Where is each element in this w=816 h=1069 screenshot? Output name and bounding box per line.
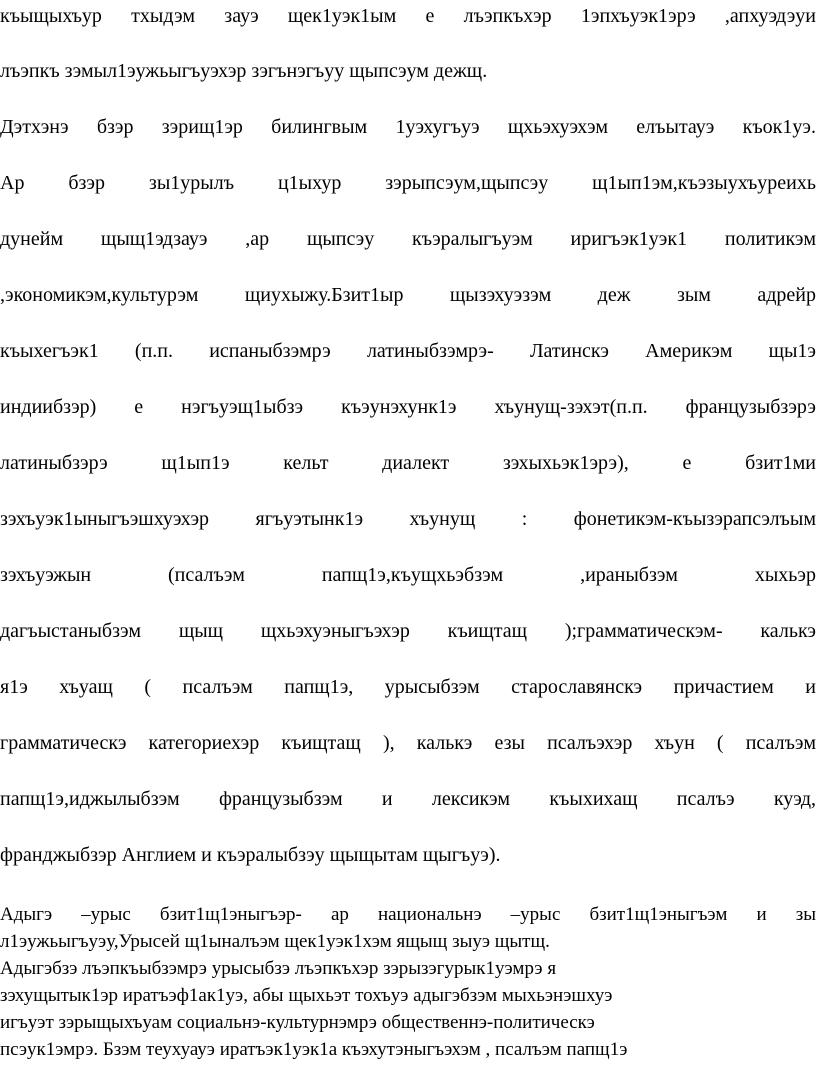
text-line: къыщыхъур тхыдэм зауэ щек1уэк1ым е лъэпкъхэр 1эпхъуэк1эрэ ,апхуэдэуи	[0, 5, 816, 27]
text-line: Адыгэ –урыс бзит1щ1эныгъэр- ар национальнэ –урыс бзит1щ1эныгъэм и зы	[0, 904, 816, 925]
text-line: индиибзэр) е нэгъуэщ1ыбзэ къэунэхунк1э хъунущ-зэхэт(п.п. французыбзэрэ	[0, 396, 816, 418]
text-line: латиныбзэрэ щ1ып1э кельт диалект зэхыхьэк1эрэ), е бзит1ми	[0, 452, 816, 474]
text-line: къыхегъэк1 (п.п. испаныбзэмрэ латиныбзэмрэ- Латинскэ Америкэм щы1э	[0, 340, 816, 362]
text-line: папщ1э,иджылыбзэм французыбзэм и лексикэм къыхихащ псалъэ куэд,	[0, 788, 816, 810]
text-line: франджыбзэр Англием и къэралыбзэу щыщытам щыгъуэ).	[0, 844, 501, 866]
text-line: ,экономикэм,культурэм щиухыжу.Бзит1ыр щызэхуэзэм деж зым адрейр	[0, 284, 816, 306]
text-line: игъуэт зэрыщыхъуам социальнэ-культурнэмрэ общественнэ-политическэ	[0, 1012, 595, 1033]
text-line: Адыгэбзэ лъэпкъыбзэмрэ урысыбзэ лъэпкъхэр зэрызэгурык1уэмрэ я	[0, 958, 557, 979]
text-line: я1э хъуащ ( псалъэм папщ1э, урысыбзэм старославянскэ причастием и	[0, 676, 816, 698]
text-line: дагъыстаныбзэм щыщ щхьэхуэныгъэхэр къищтащ );грамматическэм- калькэ	[0, 620, 816, 642]
text-line: Ар бзэр зы1урылъ ц1ыхур зэрыпсэум,щыпсэу щ1ып1эм,къэзыухъуреихь	[0, 172, 816, 194]
text-line: лъэпкъ зэмыл1эужьыгъуэхэр зэгънэгъуу щыпсэум дежщ.	[0, 60, 488, 82]
text-line: зэхъуэжын (псалъэм папщ1э,къущхьэбзэм ,ираныбзэм хыхьэр	[0, 564, 816, 586]
text-line: Дэтхэнэ бзэр зэрищ1эр билингвым 1уэхугъуэ щхьэхуэхэм елъытауэ къок1уэ.	[0, 116, 816, 138]
text-line: зэхущытык1эр иратъэф1ак1уэ, абы щыхьэт тохъуэ адыгэбзэм мыхьэнэшхуэ	[0, 985, 613, 1006]
text-line: зэхъуэк1ыныгъэшхуэхэр ягъуэтынк1э хъунущ : фонетикэм-къызэрапсэлъым	[0, 508, 816, 530]
text-line: грамматическэ категориехэр къищтащ ), калькэ езы псалъэхэр хъун ( псалъэм	[0, 732, 816, 754]
text-line: дунейм щыщ1эдзауэ ,ар щыпсэу къэралыгъуэм иригъэк1уэк1 политикэм	[0, 228, 816, 250]
text-line: л1эужьыгъуэу,Урысей щ1ыналъэм щек1уэк1хэм ящыщ зыуэ щытщ.	[0, 931, 550, 952]
text-line: псэук1эмрэ. Бзэм теухуауэ иратъэк1уэк1а къэхутэныгъэхэм , псалъэм папщ1э	[0, 1039, 628, 1060]
